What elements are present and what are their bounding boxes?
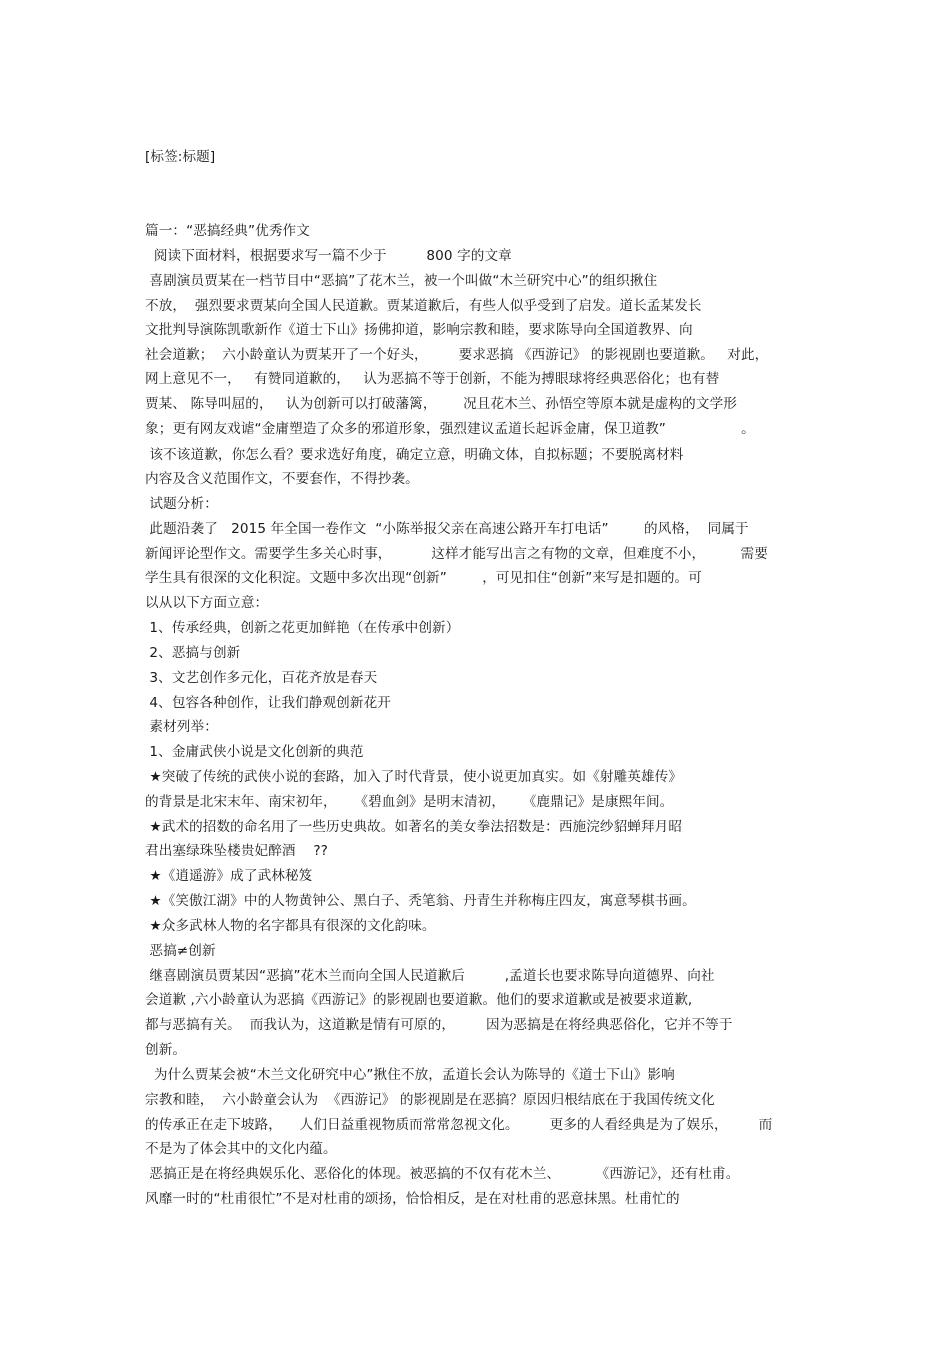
paragraph-line: 喜剧演员贾某在一档节目中“恶搞”了花木兰，被一个叫做“木兰研究中心”的组织揪住 [145,273,658,289]
paragraph-line: 该不该道歉，你怎么看？要求选好角度，确定立意，明确文体，自拟标题；不要脱离材料 [145,447,684,463]
paragraph-line: 阅读下面材料，根据要求写一篇不少于 800 字的文章 [145,248,512,264]
paragraph-line: 网上意见不一， 有赞同道歉的， 认为恶搞不等于创新，不能为搏眼球将经典恶俗化；也有替 [145,371,720,387]
paragraph-line: 学生具有很深的文化积淀。文题中多次出现“创新” ，可见扣住“创新”来写是扣题的。可 [145,570,702,586]
paragraph-line: 新闻评论型作文。需要学生多关心时事， 这样才能写出言之有物的文章，但难度不小， 需要 [145,546,768,562]
paragraph-line: 继喜剧演员贾某因“恶搞”花木兰而向全国人民道歉后 ,孟道长也要求陈导向道德界、向社 [145,968,715,984]
list-item: 1、传承经典，创新之花更加鲜艳（在传承中创新） [145,620,460,636]
document-title: 篇一：“恶搞经典”优秀作文 [145,223,310,239]
paragraph-line: 为什么贾某会被“木兰文化研究中心”揪住不放，孟道长会认为陈导的《道士下山》影响 [145,1067,675,1083]
paragraph-line: 宗教和睦， 六小龄童会认为 《西游记》 的影视剧是在恶搞？原因归根结底在于我国传统文化 [145,1092,715,1108]
paragraph-line: 都与恶搞有关。 而我认为，这道歉是情有可原的， 因为恶搞是在将经典恶俗化，它并不等于 [145,1017,733,1033]
paragraph-line: 内容及含义范围作文，不要套作，不得抄袭。 [145,471,419,487]
bullet-line: ★《笑傲江湖》中的人物黄钟公、黑白子、秃笔翁、丹青生并称梅庄四友，寓意琴棋书画。 [145,893,696,909]
paragraph-line: 君出塞绿珠坠楼贵妃醉酒 ?? [145,843,328,859]
bullet-line: ★众多武林人物的名字都具有很深的文化韵味。 [145,918,436,934]
paragraph-line: 不放， 强烈要求贾某向全国人民道歉。贾某道歉后，有些人似乎受到了启发。道长孟某发长 [145,298,702,314]
list-item: 2、恶搞与创新 [145,645,241,661]
paragraph-line: 风靡一时的“杜甫很忙”不是对杜甫的颂扬，恰恰相反，是在对杜甫的恶意抹黑。杜甫忙的 [145,1191,680,1207]
paragraph-line: 不是为了体会其中的文化内蕴。 [145,1141,337,1157]
section-heading: 恶搞≠创新 [145,943,216,959]
list-item: 4、包容各种创作，让我们静观创新花开 [145,695,391,711]
paragraph-line: 文批判导演陈凯歌新作《道士下山》扬佛抑道，影响宗教和睦，要求陈导向全国道教界、向 [145,322,693,338]
paragraph-line: 象；更有网友戏谑“金庸塑造了众多的邪道形象，强烈建议孟道长起诉金庸，保卫道教” 。 [145,421,755,437]
tag-line: [标签:标题] [145,149,216,165]
paragraph-line: 社会道歉； 六小龄童认为贾某开了一个好头， 要求恶搞 《西游记》 的影视剧也要道歉。 对此， [145,347,769,363]
paragraph-line: 会道歉 ,六小龄童认为恶搞《西游记》的影视剧也要道歉。他们的要求道歉或是被要求道歉, [145,992,693,1008]
bullet-line: ★突破了传统的武侠小说的套路，加入了时代背景，使小说更加真实。如《射雕英雄传》 [145,769,683,785]
paragraph-line: 的传承正在走下坡路， 人们日益重视物质而常常忽视文化。 更多的人看经典是为了娱乐， 而 [145,1117,773,1133]
bullet-line: ★《逍遥游》成了武林秘笈 [145,868,313,884]
paragraph-line: 贾某、 陈导叫屈的， 认为创新可以打破藩篱， 况且花木兰、孙悟空等原本就是虚构的文学形 [145,396,737,412]
list-item: 3、文艺创作多元化，百花齐放是春天 [145,670,378,686]
list-item: 1、金庸武侠小说是文化创新的典范 [145,744,364,760]
paragraph-line: 创新。 [145,1042,187,1058]
section-heading: 试题分析： [145,496,218,512]
paragraph-line: 以从以下方面立意： [145,595,269,611]
paragraph-line: 恶搞正是在将经典娱乐化、恶俗化的体现。被恶搞的不仅有花木兰、 《西游记》，还有杜甫。 [145,1166,740,1182]
section-heading: 素材列举： [145,719,218,735]
paragraph-line: 此题沿袭了 2015 年全国一卷作文 “小陈举报父亲在高速公路开车打电话” 的风格， 同属于 [145,521,749,537]
bullet-line: ★武术的招数的命名用了一些历史典故。如著名的美女拳法招数是：西施浣纱貂蝉拜月昭 [145,819,683,835]
paragraph-line: 的背景是北宋末年、南宋初年， 《碧血剑》是明末清初， 《鹿鼎记》是康熙年间。 [145,794,674,810]
